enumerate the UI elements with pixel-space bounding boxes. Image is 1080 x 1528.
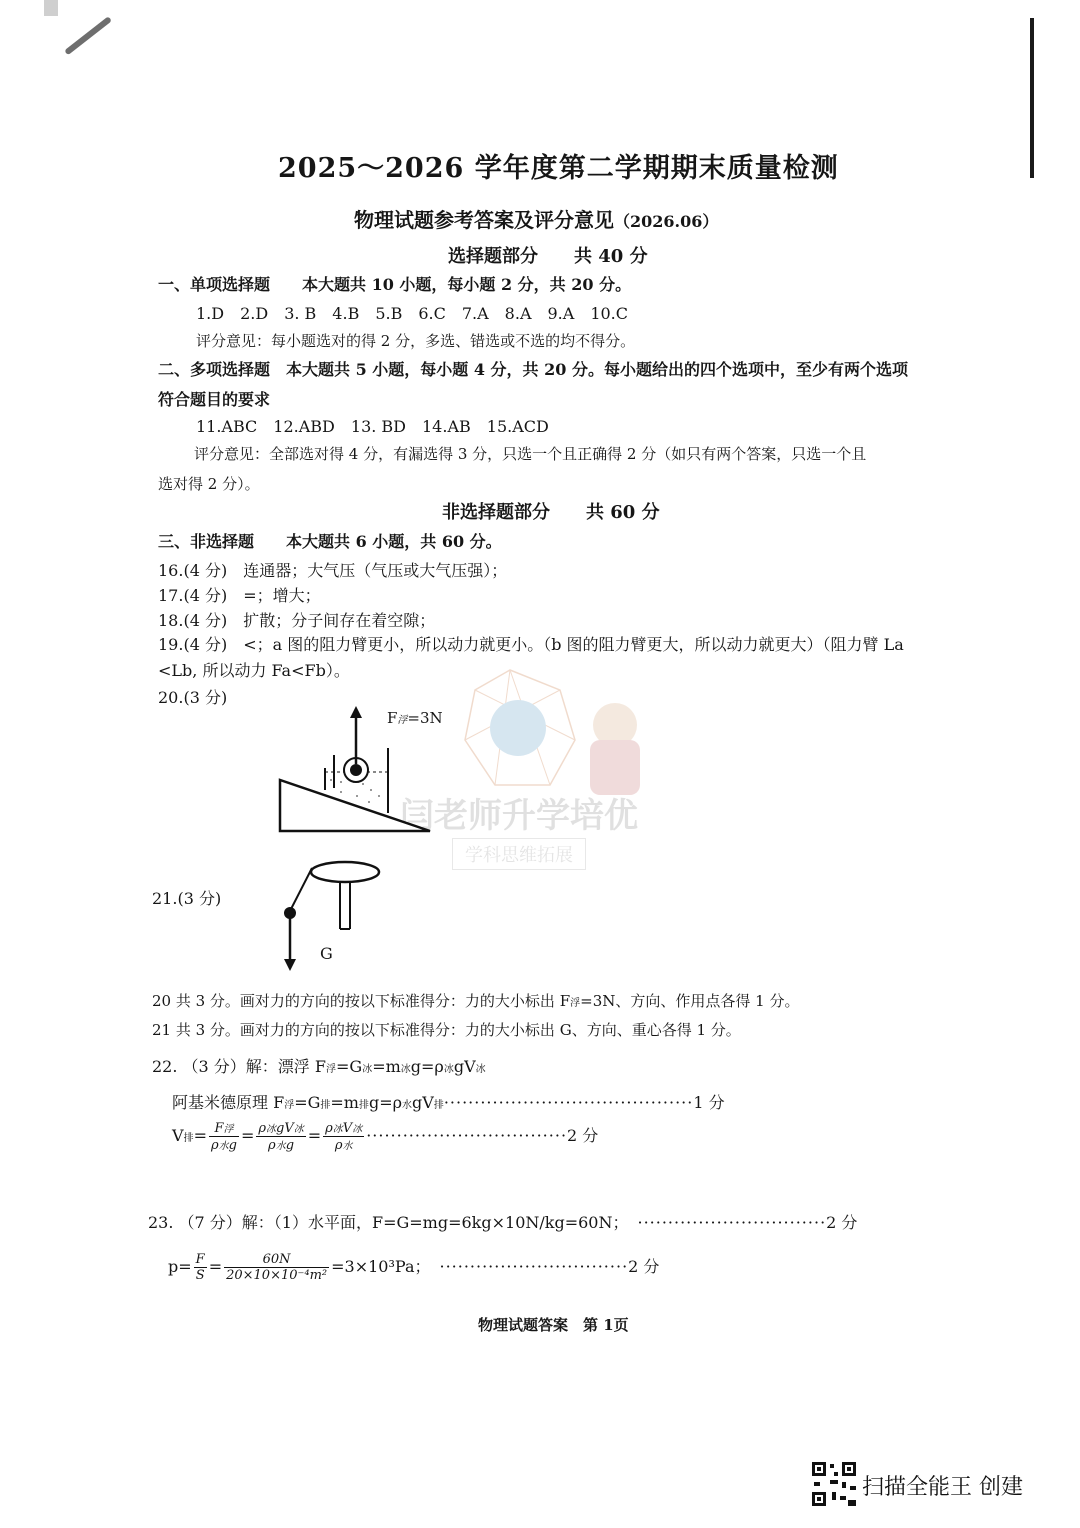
answer-q19-cont: <Lb, 所以动力 Fa<Fb）。 [158,661,350,680]
answer-q18: 18.(4 分) 扩散；分子间存在着空隙； [158,611,436,630]
fraction-3: $\frac{\text{ρ冰V冰}}{\text{ρ水}}$ [325,1121,363,1153]
fraction-1: $\frac{\text{F浮}}{\text{ρ水g}}$ [210,1121,237,1153]
answer-q23-head: 23. （7 分）解：（1）水平面，F=G=mg=6kg×10N/kg=60N； ·······························2 分 [148,1213,858,1232]
part3-header: 三、非选择题 本大题共 6 小题，共 60 分。 [158,532,502,551]
ball-center-dot [350,764,362,776]
watermark-subtext: 学科思维拓展 [452,838,586,870]
qr-code-icon [810,1460,858,1508]
subtitle-date: （2026.06） [614,212,719,231]
scan-edge-strip [1030,18,1034,178]
section-nonchoice-heading: 非选择题部分 共 60 分 [442,502,660,523]
answer-q17: 17.(4 分) =；增大； [158,586,321,605]
q20-force-label: F浮=3N [387,709,443,727]
part2-answers: 11.ABC 12.ABD 13. BD 14.AB 15.ACD [196,417,549,436]
part2-note-cont: 选对得 2 分）。 [158,475,260,493]
part1-header: 一、单项选择题 本大题共 10 小题，每小题 2 分，共 20 分。 [158,275,632,294]
fraction-pressure-1: $\frac{F}{S}$ [195,1252,205,1283]
grading-note-21: 21 共 3 分。画对力的方向的按以下标准得分：力的大小标出 G、方向、重心各得 1 分。 [152,1021,741,1039]
answer-q21-label: 21.(3 分) [152,889,222,908]
q21-force-label: G [320,944,333,963]
scanner-watermark: 扫描全能王 创建 [862,1475,1023,1500]
fraction-2: $\frac{\text{ρ冰gV冰}}{\text{ρ水g}}$ [258,1121,304,1153]
answer-q22-line3: V排= $\frac{\text{F浮}}{\text{ρ水g}}$ = $\frac{\text{ρ冰gV冰}}{\text{ρ水g}}$ = $\frac{\text{ρ冰V冰}}{\text{ρ水}}$ ·································2 分 [172,1121,599,1153]
part2-note: 评分意见：全部选对得 4 分，有漏选得 3 分，只选一个且正确得 2 分（如只有两个答案，只选一个且 [194,445,867,463]
fraction-pressure-2: $\frac{60N}{\text{20×10×10⁻⁴m²}}$ [226,1252,328,1283]
section-choice-heading: 选择题部分 共 40 分 [448,246,648,267]
subtitle-text: 物理试题参考答案及评分意见 [354,208,614,232]
answer-q16: 16.(4 分) 连通器；大气压（气压或大气压强）； [158,561,508,580]
page-title: 2025～2026 学年度第二学期期末质量检测 [278,153,839,184]
q21-diagram [278,855,388,975]
answer-q22-head: 22. （3 分）解：漂浮 F浮=G冰=m冰g=ρ冰gV冰 [152,1057,486,1076]
part1-note: 评分意见：每小题选对的得 2 分，多选、错选或不选的均不得分。 [196,332,636,350]
answer-q19: 19.(4 分) <；a 图的阻力臂更小，所以动力就更小。（b 图的阻力臂更大，所以动力就更大）（阻力臂 La [158,635,904,654]
part1-answers: 1.D 2.D 3. B 4.B 5.B 6.C 7.A 8.A 9.A 10.C [196,304,629,323]
watermark-text: 闫老师升学培优 [400,796,638,836]
answer-q20-label: 20.(3 分) [158,688,228,707]
answer-q22-line2: 阿基米德原理 F浮=G排=m排g=ρ水gV排·········································1 分 [172,1093,725,1112]
pen-stroke-mark [64,16,112,55]
grading-note-20: 20 共 3 分。画对力的方向的按以下标准得分：力的大小标出 F浮=3N、方向、作用点各得 1 分。 [152,992,800,1010]
answer-q23-line2: p= $\frac{F}{S}$ = $\frac{60N}{\text{20×10×10⁻⁴m²}}$ =3×10³Pa； ·······························2 分 [168,1252,660,1283]
scan-edge-mark [44,0,58,16]
lamp-disc [311,862,379,882]
part2-header-cont: 符合题目的要求 [158,390,271,409]
page-subtitle [354,204,718,233]
part2-header: 二、多项选择题 本大题共 5 小题，每小题 4 分，共 20 分。每小题给出的四个选项中，至少有两个选项 [158,360,908,379]
page-footer: 物理试题答案 第 1页 [478,1316,629,1334]
